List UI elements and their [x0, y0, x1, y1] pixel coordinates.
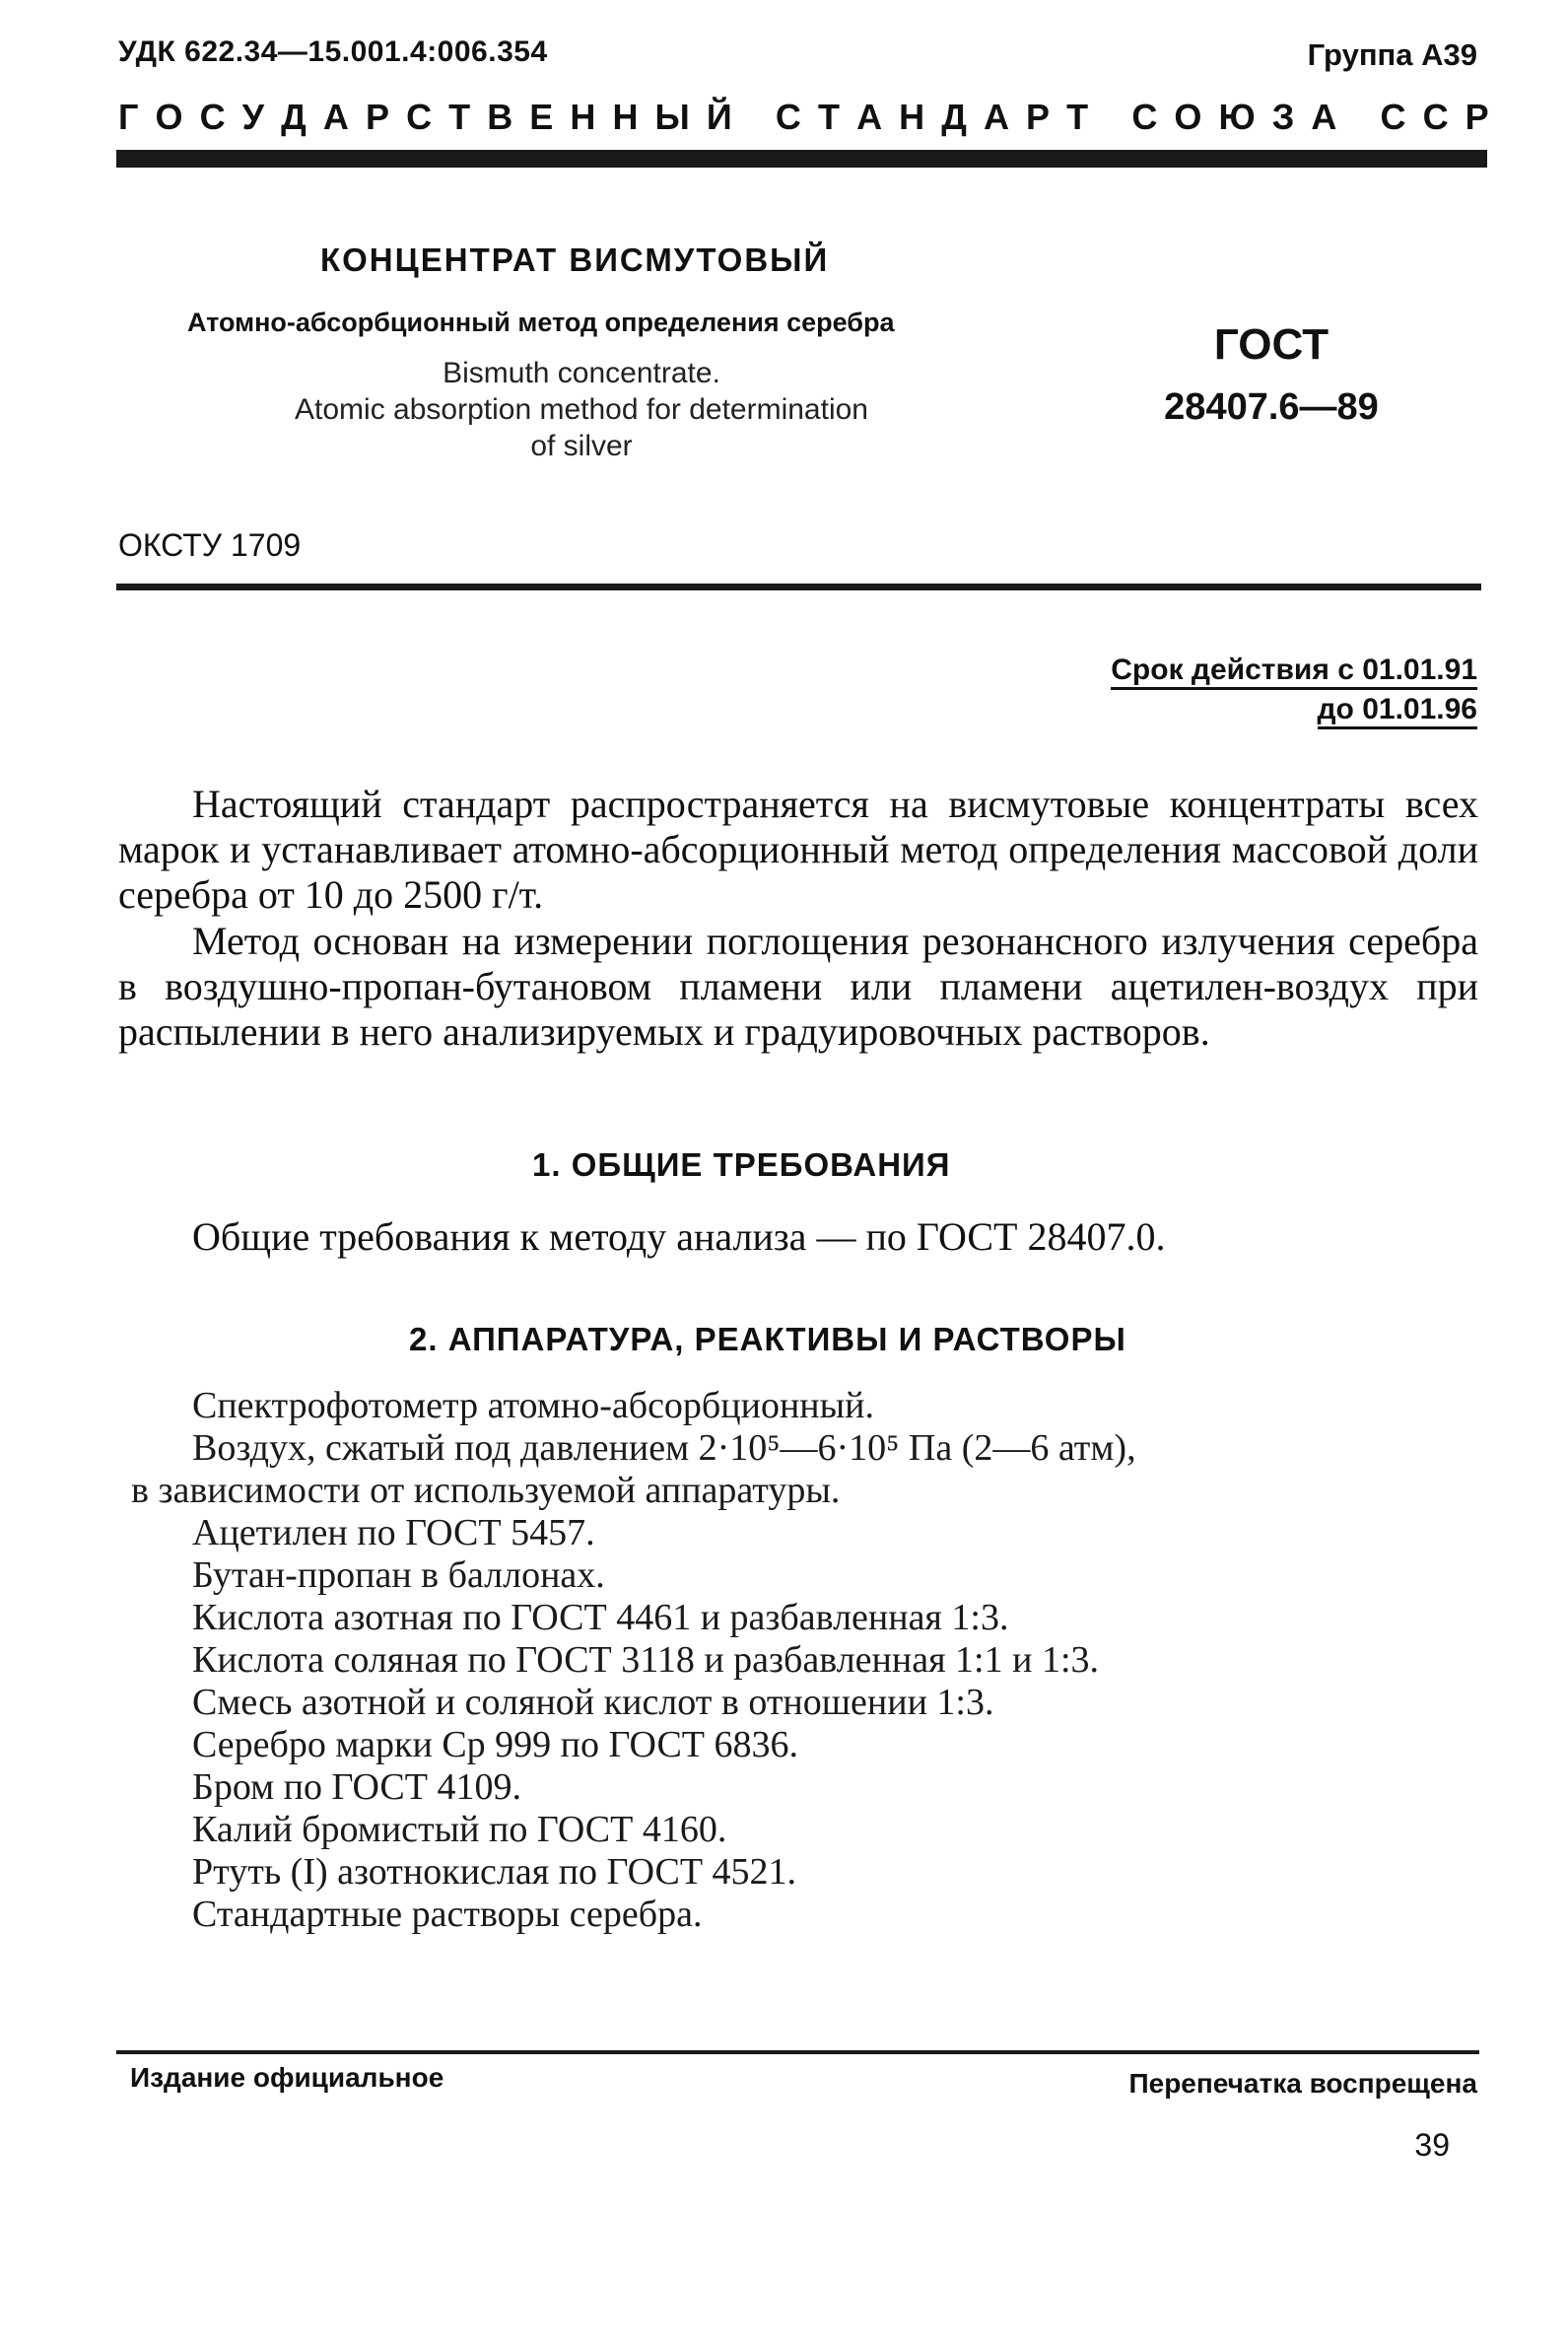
banner-letter: Т	[818, 97, 840, 137]
section-1-heading: 1. ОБЩИЕ ТРЕБОВАНИЯ	[532, 1146, 951, 1183]
title-rule	[116, 584, 1481, 590]
banner-letter	[1353, 97, 1363, 138]
page-number: 39	[1414, 2127, 1450, 2163]
banner-letter: Ы	[654, 97, 690, 137]
section-2-heading: 2. АППАРАТУРА, РЕАКТИВЫ И РАСТВОРЫ	[409, 1321, 1126, 1357]
group-code: Группа А39	[1307, 37, 1477, 72]
banner-letter: Й	[706, 97, 732, 137]
banner-letter	[1105, 97, 1115, 138]
banner-letter: Р	[1026, 97, 1051, 137]
reagents-list	[131, 1385, 1493, 1936]
gost-label: ГОСТ	[1213, 320, 1329, 369]
document-title: КОНЦЕНТРАТ ВИСМУТОВЫЙ	[320, 241, 830, 278]
banner-letter: С	[1422, 97, 1449, 137]
intro-paragraph-1: Настоящий стандарт распространяется на висмутовые концентраты всех марок и устанавливает атомно-абсорционный метод определения массовой доли серебра от 10 до 2500 г/т.	[118, 782, 1478, 917]
validity-to: до 01.01.96	[1318, 693, 1477, 729]
banner-letter: Ю	[1218, 97, 1256, 137]
banner-letter: Т	[448, 97, 471, 137]
banner-letter: С	[775, 97, 801, 137]
list-item: Кислота азотная по ГОСТ 4461 и разбавленная 1:3.	[192, 1597, 1009, 1638]
header-rule	[116, 150, 1487, 168]
list-item: Ртуть (I) азотнокислая по ГОСТ 4521.	[192, 1851, 797, 1893]
banner-letter: С	[199, 97, 226, 137]
banner-letter: Р	[1465, 97, 1489, 137]
state-standard-banner	[118, 97, 1489, 138]
english-title-line-1: Bismuth concentrate.	[443, 357, 720, 389]
list-item: Воздух, сжатый под давлением 2·10⁵—6·10⁵ Па (2—6 атм),	[192, 1427, 1136, 1469]
banner-letter: Н	[899, 97, 925, 137]
udk-code: УДК 622.34—15.001.4:006.354	[118, 35, 548, 68]
english-title-line-3: of silver	[530, 430, 633, 462]
banner-letter: А	[322, 97, 349, 137]
banner-letter	[749, 97, 759, 138]
banner-letter: Р	[365, 97, 389, 137]
banner-letter: Н	[612, 97, 639, 137]
banner-letter: А	[1311, 97, 1337, 137]
list-item: Серебро марки Ср 999 по ГОСТ 6836.	[192, 1724, 798, 1765]
banner-letter: З	[1271, 97, 1295, 137]
official-edition-note: Издание официальное	[130, 2062, 444, 2093]
list-item-continuation: в зависимости от используемой аппаратуры.	[131, 1470, 841, 1511]
intro-paragraph-2: Метод основан на измерении поглощения резонансного излучения серебра в воздушно-пропан-бутановом пламени или пламени ацетилен-воздух при распылении в него анализируемых и градуировочных растворов.	[118, 919, 1478, 1054]
validity-from: Срок действия с 01.01.91	[1111, 654, 1477, 690]
document-subtitle: Атомно-абсорбционный метод определения серебра	[187, 308, 895, 337]
okstu-code: ОКСТУ 1709	[118, 527, 302, 563]
banner-letter: А	[856, 97, 883, 137]
section-1-text: Общие требования к методу анализа — по ГОСТ 28407.0.	[192, 1214, 1166, 1259]
banner-letter: Е	[529, 97, 554, 137]
banner-letter: С	[1131, 97, 1158, 137]
banner-letter: О	[1174, 97, 1202, 137]
banner-letter: А	[983, 97, 1009, 137]
banner-letter: У	[241, 97, 265, 137]
banner-letter: В	[487, 97, 513, 137]
list-item: Смесь азотной и соляной кислот в отношении 1:3.	[192, 1682, 994, 1723]
list-item: Стандартные растворы серебра.	[192, 1894, 703, 1935]
gost-number: 28407.6—89	[1164, 386, 1379, 428]
banner-letter: С	[406, 97, 433, 137]
banner-letter: Н	[570, 97, 596, 137]
list-item: Ацетилен по ГОСТ 5457.	[192, 1512, 595, 1553]
banner-letter: Т	[1066, 97, 1089, 137]
list-item: Кислота соляная по ГОСТ 3118 и разбавленная 1:1 и 1:3.	[192, 1639, 1099, 1681]
validity-period	[1111, 651, 1477, 729]
english-title-line-2: Atomic absorption method for determination	[295, 393, 868, 426]
list-item: Бутан-пропан в баллонах.	[192, 1554, 605, 1596]
banner-letter: С	[1380, 97, 1406, 137]
reprint-prohibited-note: Перепечатка воспрещена	[1128, 2068, 1477, 2099]
list-item: Бром по ГОСТ 4109.	[192, 1766, 521, 1808]
banner-letter: Д	[941, 97, 967, 137]
english-title	[158, 355, 1005, 464]
banner-letter: Д	[281, 97, 307, 137]
footer-rule	[116, 2050, 1479, 2054]
banner-letter: Г	[118, 97, 139, 137]
banner-letter: О	[155, 97, 183, 137]
list-item: Калий бромистый по ГОСТ 4160.	[192, 1809, 727, 1850]
list-item: Спектрофотометр атомно-абсорбционный.	[192, 1385, 874, 1426]
